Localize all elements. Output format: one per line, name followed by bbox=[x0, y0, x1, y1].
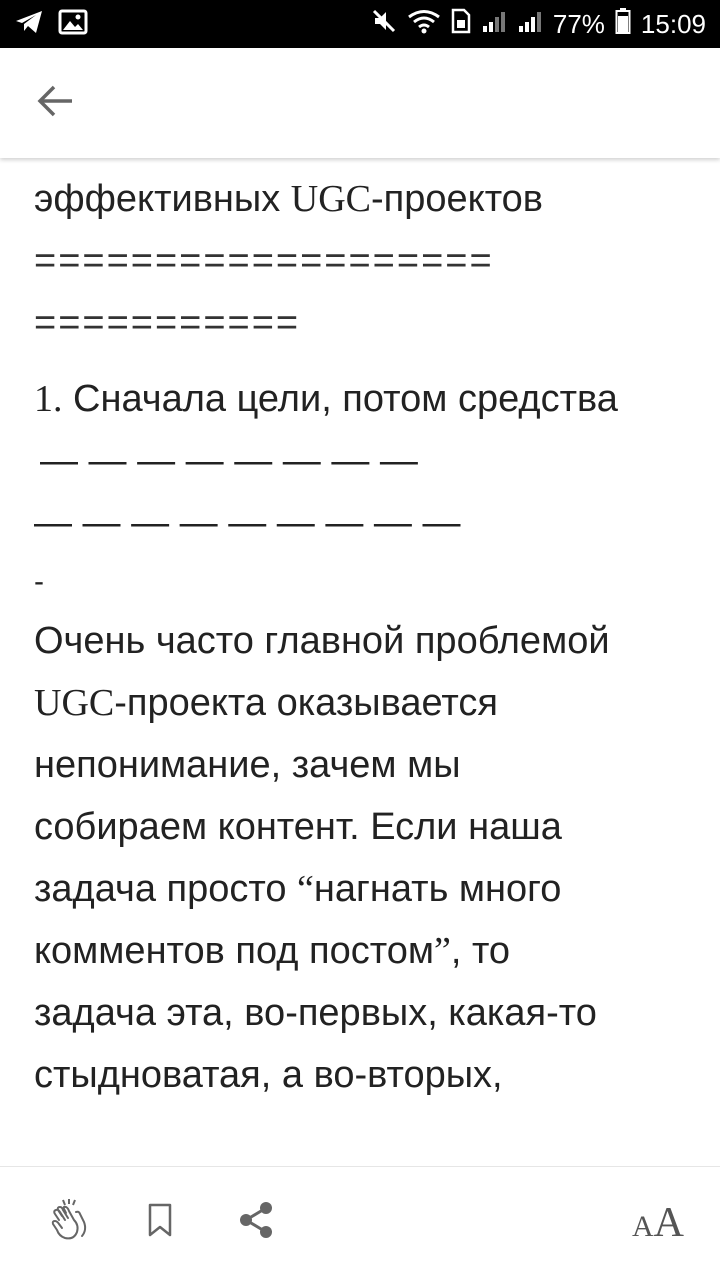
signal-icon-2 bbox=[517, 8, 543, 41]
bookmark-button[interactable] bbox=[140, 1197, 180, 1247]
paragraph-line: стыдноватая, а во-вторых, bbox=[34, 1054, 503, 1096]
status-bar bbox=[0, 0, 720, 48]
paragraph-line: непонимание, зачем мы bbox=[34, 744, 461, 786]
share-button[interactable] bbox=[232, 1197, 280, 1247]
clock: 15:09 bbox=[640, 9, 706, 39]
mute-icon bbox=[371, 8, 397, 41]
font-size-button[interactable] bbox=[632, 1197, 684, 1247]
app-bar bbox=[0, 48, 720, 158]
paragraph-line: Очень часто главной проблемой bbox=[34, 620, 610, 662]
wifi-icon bbox=[407, 8, 441, 41]
paragraph-line: UGC-проекта оказывается bbox=[34, 682, 498, 724]
clap-button[interactable] bbox=[44, 1197, 94, 1247]
paragraph-line: собираем контент. Если наша bbox=[34, 806, 562, 848]
battery-icon bbox=[615, 7, 631, 42]
bottom-toolbar bbox=[0, 1166, 720, 1281]
clap-icon bbox=[49, 1198, 89, 1247]
paragraph-line: комментов под постом”, то bbox=[34, 930, 511, 972]
font-size-icon: AA bbox=[631, 1200, 684, 1246]
battery-percent: 77% bbox=[552, 9, 605, 39]
article-content bbox=[34, 168, 694, 1163]
gallery-icon bbox=[58, 9, 88, 40]
back-button[interactable] bbox=[26, 78, 86, 128]
section-heading: 1. Сначала цели, потом средства bbox=[34, 378, 618, 420]
article-heading: эффективных UGC-проектов bbox=[34, 178, 543, 220]
status-bar-right bbox=[371, 8, 706, 40]
bookmark-icon bbox=[146, 1203, 174, 1242]
double-rule-line-2: =========== bbox=[34, 302, 301, 344]
signal-icon-1 bbox=[481, 8, 507, 41]
dash-rule-line-1: — — — — — — — — bbox=[40, 440, 418, 482]
arrow-left-icon bbox=[36, 84, 76, 123]
telegram-icon bbox=[14, 9, 44, 40]
dash-single: - bbox=[34, 565, 44, 598]
paragraph-line: задача эта, во-первых, какая-то bbox=[34, 992, 597, 1034]
paragraph-line: задача просто “нагнать много bbox=[34, 868, 562, 910]
sim-icon bbox=[451, 8, 471, 41]
dash-rule-line-2: — — — — — — — — — bbox=[34, 502, 461, 544]
share-icon bbox=[236, 1200, 276, 1245]
status-bar-left bbox=[14, 8, 88, 40]
double-rule-line-1: =================== bbox=[34, 240, 494, 282]
